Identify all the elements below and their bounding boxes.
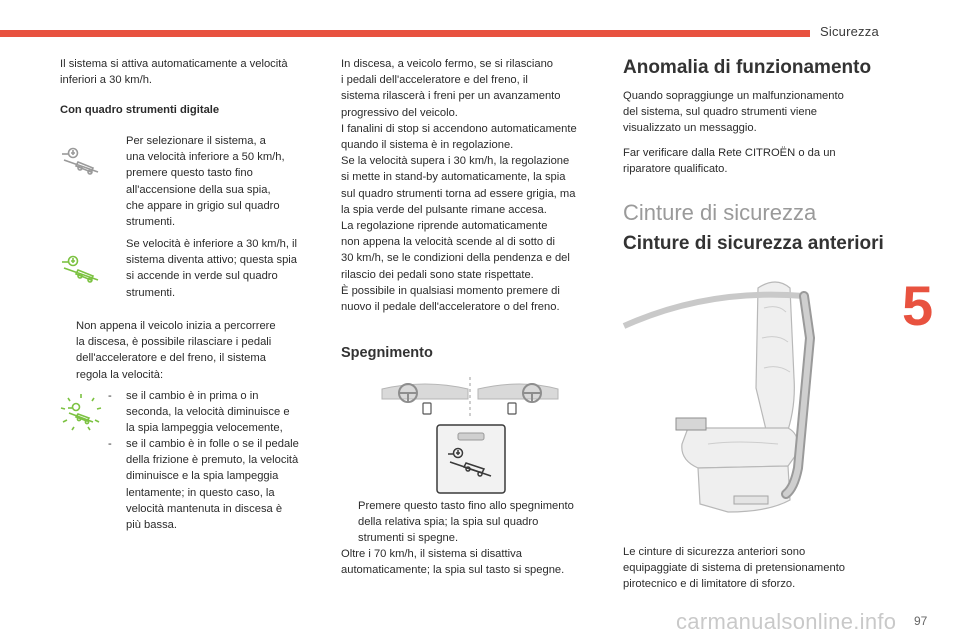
hill-descent-flashing-icon [58,392,104,434]
dealer-check-paragraph: Far verificare dalla Rete CITROËN o da un riparatore qualificato. [623,147,836,176]
page-number: 97 [914,614,928,628]
case-first-second-gear: se il cambio è in prima o in seconda, la velocità diminuisce e la spia lampeggia velocemente, [126,390,290,435]
hill-descent-grey-icon [58,142,104,176]
case-neutral-gear: se il cambio è in folle o se il pedale della frizione è premuto, la velocità diminuisce e la spia lampeggia lentamente; in questo caso, la velocità mantenuta in discesa è più bassa. [126,438,299,532]
step-select-system: Per selezionare il sistema, a una velocità inferiore a 50 km/h, premere questo tasto fino all'accensione della sua spia, che appare in grigio sul quadro strumenti. [126,135,285,229]
heading-spegnimento: Spegnimento [341,345,433,361]
steering-wheel-location-illustration [380,375,560,421]
dash-marker: - [108,438,112,450]
watermark: carmanualsonline.info [676,609,897,634]
digital-cluster-subheading: Con quadro strumenti digitale [60,104,220,116]
dash-marker: - [108,390,112,402]
malfunction-paragraph: Quando sopraggiunge un malfunzionamento del sistema, sul quadro strumenti viene visualizzato un messaggio. [623,90,844,135]
seatbelt-pretensioner-paragraph: Le cinture di sicurezza anteriori sono equipaggiate di sistema di pretensionamento pirotecnico e di limitatore di sforzo. [623,546,846,591]
descent-paragraph: In discesa, a veicolo fermo, se si rilasciano i pedali dell'acceleratore e del freno, il sistema rilascerà i freni per un avanzamento progressivo del veicolo. I fanalini di stop si accendono automaticamente quando il sistema è in regolazione. Se la velocità supera i 30 km/h, la regolazione si mette in stand-by automaticamente, la spia sul quadro strumenti torna ad essere grigia, ma la spia verde del pulsante rimane accesa. La regolazione riprende automaticamente non appena la velocità scende al di sotto di 30 km/h, se le condizioni della pendenza e del rilascio dei pedali sono state rispettate. È possibile in qualsiasi momento premere di nuovo il pedale dell'acceleratore o del freno. [341,58,577,314]
intro-paragraph: Il sistema si attiva automaticamente a velocità inferiori a 30 km/h. [60,58,288,87]
hill-descent-button[interactable] [436,424,506,494]
chapter-number: 5 [902,274,934,337]
heading-cinture-anteriori: Cinture di sicurezza anteriori [623,233,884,254]
step-switch-off: Premere questo tasto fino allo spegnimento della relativa spia; la spia sul quadro strumenti si spegne. [358,500,574,545]
step-system-active: Se velocità è inferiore a 30 km/h, il sistema diventa attivo; questa spia si accende in verde sul quadro strumenti. [126,238,298,299]
front-seatbelt-illustration [618,268,828,530]
hill-descent-green-icon [58,250,104,284]
heading-anomalia: Anomalia di funzionamento [623,57,872,78]
step-descent: Non appena il veicolo inizia a percorrere la discesa, è possibile rilasciare i pedali dell'acceleratore e del freno, il sistema regola la velocità: [76,320,276,381]
heading-cinture: Cinture di sicurezza [623,200,817,225]
auto-deactivation-note: Oltre i 70 km/h, il sistema si disattiva automaticamente; la spia sul tasto si spegne. [341,548,565,577]
header-accent-bar [0,30,810,37]
section-title: Sicurezza [820,24,879,39]
